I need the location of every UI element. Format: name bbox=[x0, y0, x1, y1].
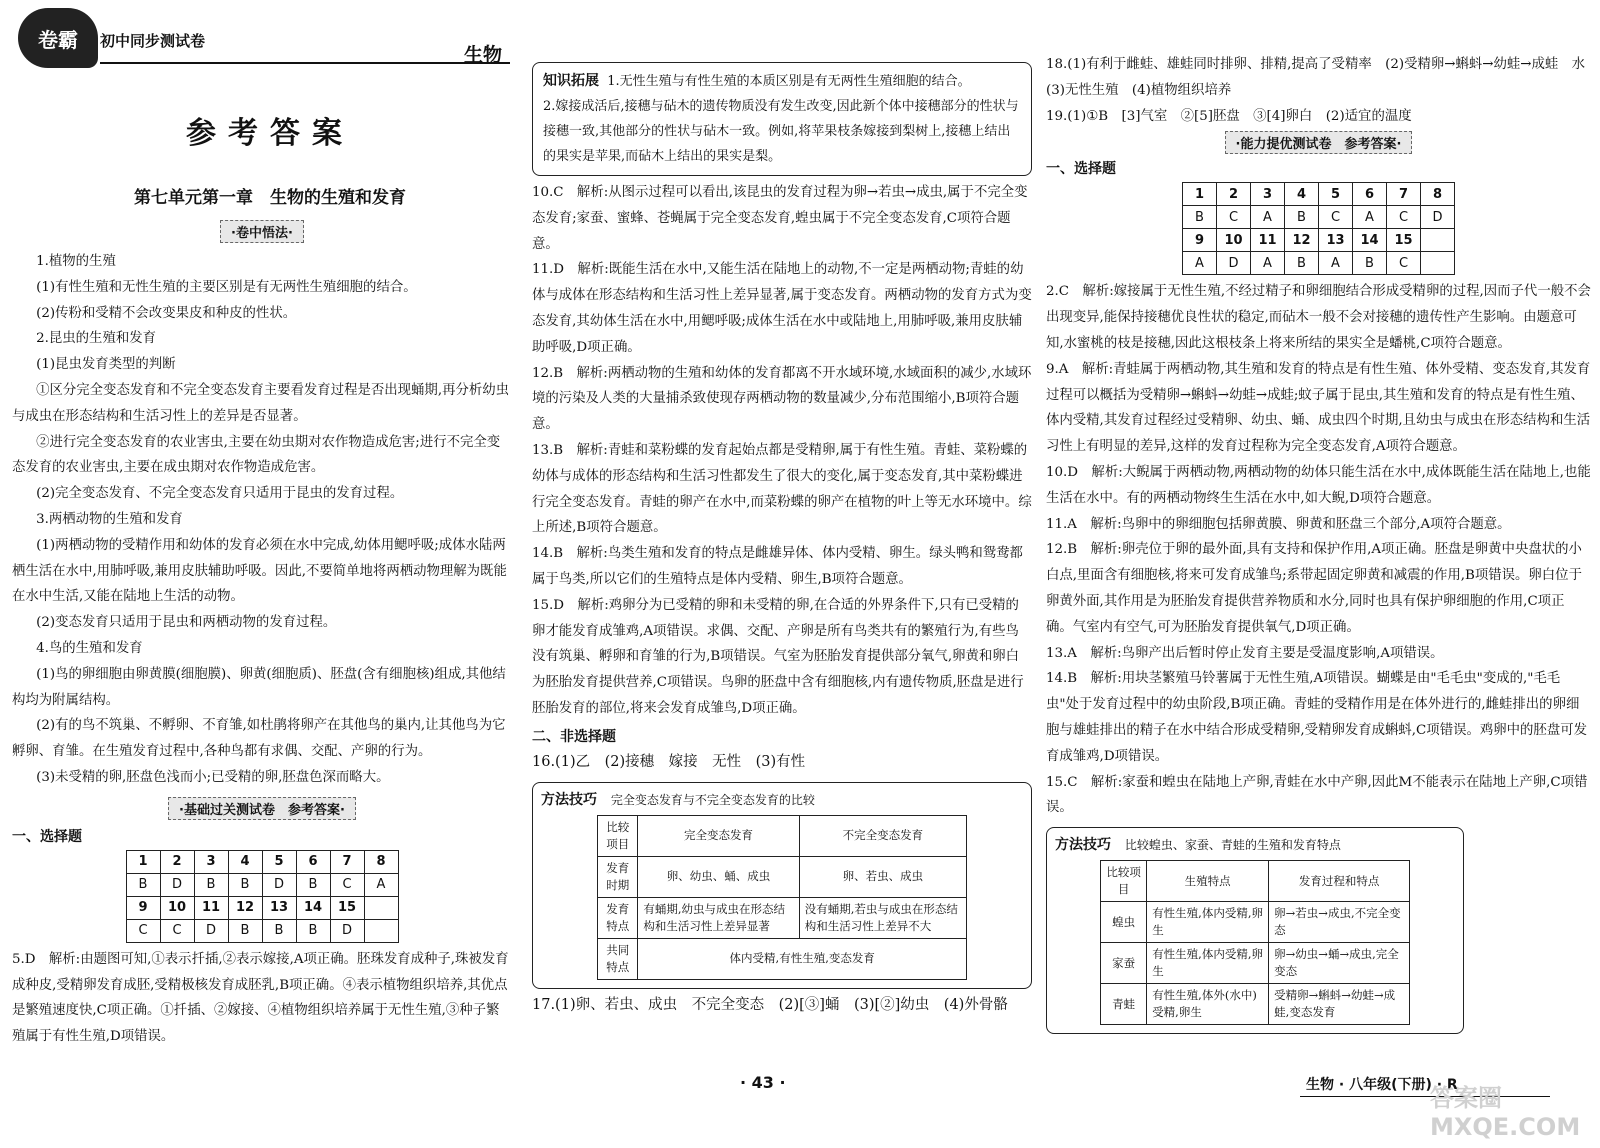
answer-cell: B bbox=[1285, 252, 1319, 275]
answer-cell: A bbox=[1183, 252, 1217, 275]
table-cell: 受精卵→蝌蚪→幼蛙→成蛙,变态发育 bbox=[1269, 984, 1410, 1025]
answer-cell: C bbox=[126, 919, 160, 942]
answer-explanation: 2.C 解析:嫁接属于无性生殖,不经过精子和卵细胞结合形成受精卵的过程,因而子代一般不会出现变异,能保持接穗优良性状的稳定,而砧木一般不会对接穗的遗传性产生影响。由题意可知,水蜜桃的枝是接穗,因此这根枝条上将来所结的果实全是蟠桃,C项符合题意。 bbox=[1046, 284, 1591, 351]
m1-r2c0: 发育特点 bbox=[598, 897, 638, 938]
basic-q5: 5.D 解析:由题图可知,①表示扦插,②表示嫁接,A项正确。胚珠发育成种子,珠被发育成种皮,受精卵发育成胚,受精极核发育成胚乳,B项正确。④表示植物组织培养,其优点是繁殖速度快,C项正确。①扦插、②嫁接、④植物组织培养属于无性生殖,③种子繁殖属于有性生殖,D项错误。 bbox=[12, 951, 509, 1045]
notes-tag: ·卷中悟法· bbox=[220, 220, 304, 243]
answer-cell: B bbox=[194, 873, 228, 896]
basic-tag: ·基础过关测试卷 参考答案· bbox=[168, 797, 356, 820]
m1-h2: 不完全变态发育 bbox=[799, 815, 966, 856]
note-line: (2)传粉和受精不会改变果皮和种皮的性状。 bbox=[36, 305, 297, 321]
answer-explanation: 10.C 解析:从图示过程可以看出,该昆虫的发育过程为卵→若虫→成虫,属于不完全变态发育;家蚕、蜜蜂、苍蝇属于完全变态发育,蝗虫属于不完全变态发育,C项符合题意。 bbox=[532, 185, 1028, 252]
answer-explanation: 12.B 解析:两栖动物的生殖和幼体的发育都离不开水域环境,水域面积的减少,水域环境的污染及人类的大量捕杀致使现存两栖动物的数量减少,分布范围缩小,B项符合题意。 bbox=[532, 365, 1032, 433]
knowledge-text2: 2.嫁接成活后,接穗与砧木的遗传物质没有发生改变,因此新个体中接穗部分的性状与接穗一致,其他部分的性状与砧木一致。例如,将苹果枝条嫁接到梨树上,接穗上结出的果实是苹果,而砧木上结出的果实是梨。 bbox=[543, 99, 1019, 164]
answer-cell: C bbox=[1387, 252, 1421, 275]
note-line: ②进行完全变态发育的农业害虫,主要在幼虫期对农作物造成危害;进行不完全变态发育的农业害虫,主要在成虫期对农作物造成危害。 bbox=[12, 434, 501, 476]
table-cell: 蝗虫 bbox=[1101, 902, 1147, 943]
note-line: (2)有的鸟不筑巢、不孵卵、不育雏,如杜鹃将卵产在其他鸟的巢内,让其他鸟为它孵卵、育雏。在生殖发育过程中,各种鸟都有求偶、交配、产卵的行为。 bbox=[12, 718, 506, 760]
ability-section: 一、选择题 bbox=[1046, 161, 1116, 178]
knowledge-box bbox=[532, 62, 1032, 176]
answer-cell: D bbox=[194, 919, 228, 942]
answer-cell: B bbox=[228, 919, 262, 942]
answer-cell: B bbox=[1183, 206, 1217, 229]
note-line: 3.两栖动物的生殖和发育 bbox=[36, 511, 183, 527]
answer-cell: 1 bbox=[1183, 183, 1217, 206]
answer-cell: 2 bbox=[1217, 183, 1251, 206]
answer-explanation: 14.B 解析:鸟类生殖和发育的特点是雌雄异体、体内受精、卵生。绿头鸭和鸳鸯都属于鸟类,所以它们的生殖特点是体内受精、卵生,B项符合题意。 bbox=[532, 546, 1023, 587]
answer-cell: D bbox=[1421, 206, 1455, 229]
note-line: (3)未受精的卵,胚盘色浅而小;已受精的卵,胚盘色深而略大。 bbox=[36, 769, 390, 785]
answer-cell: D bbox=[262, 873, 296, 896]
answer-cell: 4 bbox=[228, 850, 262, 873]
note-line: (2)完全变态发育、不完全变态发育只适用于昆虫的发育过程。 bbox=[36, 486, 404, 502]
table-cell: 青蛙 bbox=[1101, 984, 1147, 1025]
table-row bbox=[1101, 902, 1410, 943]
answer-cell: 15 bbox=[330, 896, 364, 919]
answer-cell: 7 bbox=[1387, 183, 1421, 206]
subject-title: 生物 bbox=[464, 44, 503, 66]
column-left bbox=[12, 214, 512, 1050]
notes-list bbox=[12, 249, 512, 791]
method1-title: 方法技巧 bbox=[541, 791, 597, 808]
answer-cell: D bbox=[1217, 252, 1251, 275]
m1-r2c1: 有蛹期,幼虫与成虫在形态结构和生活习性上差异显著 bbox=[638, 897, 799, 938]
answer-cell: 15 bbox=[1387, 229, 1421, 252]
answer-cell: 9 bbox=[1183, 229, 1217, 252]
answer-explanation: 11.A 解析:鸟卵中的卵细胞包括卵黄膜、卵黄和胚盘三个部分,A项符合题意。 bbox=[1046, 516, 1511, 532]
answer-cell: B bbox=[262, 919, 296, 942]
table-row bbox=[1101, 984, 1410, 1025]
answer-cell: 5 bbox=[262, 850, 296, 873]
m2-h0: 比较项目 bbox=[1101, 861, 1147, 902]
answer-cell: 8 bbox=[364, 850, 398, 873]
m1-r3c1: 体内受精,有性生殖,变态发育 bbox=[638, 938, 967, 979]
answer-explanation: 14.B 解析:用块茎繁殖马铃薯属于无性生殖,A项错误。蝴蝶是由"毛毛虫"变成的,"毛毛虫"处于发育过程中的幼虫阶段,B项正确。青蛙的受精作用是在体外进行的,雌蛙排出的卵细胞与雄蛙排出的精子在水中结合形成受精卵,受精卵发育成蝌蚪,C项错误。鸡卵中的胚盘可发育成雏鸡,D项错误。 bbox=[1046, 671, 1587, 764]
answer-cell: C bbox=[160, 919, 194, 942]
brand-logo bbox=[18, 8, 98, 68]
answer-cell: 5 bbox=[1319, 183, 1353, 206]
answer-explanation: 10.D 解析:大鲵属于两栖动物,两栖动物的幼体只能生活在水中,成体既能生活在陆地上,也能生活在水中。有的两栖动物终生生活在水中,如大鲵,D项符合题意。 bbox=[1046, 464, 1591, 506]
basic-section: 一、选择题 bbox=[12, 828, 82, 845]
answer-cell: 8 bbox=[1421, 183, 1455, 206]
answer-cell: 2 bbox=[160, 850, 194, 873]
answer-explanation: 13.A 解析:鸟卵产出后暂时停止发育主要是受温度影响,A项错误。 bbox=[1046, 645, 1444, 661]
method-box-1 bbox=[532, 782, 1032, 989]
answer-cell: C bbox=[330, 873, 364, 896]
watermark: 答案圈 MXQE.COM bbox=[1430, 1084, 1581, 1141]
answer-explanation: 9.A 解析:青蛙属于两栖动物,其生殖和发育的特点是有性生殖、体外受精、变态发育,其发育过程可以概括为受精卵→蝌蚪→幼蛙→成蛙;蚊子属于昆虫,其生殖和发育的特点是有性生殖、体内受精,其发育过程经过受精卵、幼虫、蛹、成虫四个时期,且幼虫与成虫在形态结构和生活习性上有明显的差异,这样的发育过程称为完全变态发育,A项符合题意。 bbox=[1046, 361, 1591, 455]
column-middle bbox=[532, 62, 1032, 1018]
answer-explanation: 11.D 解析:既能生活在水中,又能生活在陆地上的动物,不一定是两栖动物;青蛙的幼体与成体在形态结构和生活习性上差异显著,属于变态发育。两栖动物的发育方式为变态发育,其幼体生活在水中,用鳃呼吸;成体生活在水中或陆地上,用肺呼吸,兼用皮肤辅助呼吸,D项正确。 bbox=[532, 262, 1032, 355]
ability-answer-table bbox=[1182, 182, 1455, 275]
knowledge-title: 知识拓展 bbox=[543, 73, 599, 89]
q16: 16.(1)乙 (2)接穗 嫁接 无性 (3)有性 bbox=[532, 753, 806, 770]
answer-cell: C bbox=[1387, 206, 1421, 229]
chapter-title: 第七单元第一章 生物的生殖和发育 bbox=[134, 188, 406, 208]
m1-r1c1: 卵、幼虫、蛹、成虫 bbox=[638, 856, 799, 897]
answer-cell: 7 bbox=[330, 850, 364, 873]
method1-table bbox=[597, 815, 967, 980]
note-line: (1)有性生殖和无性生殖的主要区别是有无两性生殖细胞的结合。 bbox=[36, 279, 417, 295]
m1-r2c2: 没有蛹期,若虫与成虫在形态结构和生活习性上差异不大 bbox=[799, 897, 966, 938]
answer-explanation: 12.B 解析:卵壳位于卵的最外面,具有支持和保护作用,A项正确。胚盘是卵黄中央盘状的小白点,里面含有细胞核,将来可发育成雏鸟;系带起固定卵黄和减震的作用,B项错误。卵白位于卵黄外面,其作用是为胚胎发育提供营养物质和水分,同时也具有保护卵细胞的作用,C项正确。气室内有空气,可为胚胎发育提供氧气,D项正确。 bbox=[1046, 542, 1582, 635]
answer-cell: 10 bbox=[160, 896, 194, 919]
brand-text: 卷霸 bbox=[38, 27, 78, 52]
answer-cell: 6 bbox=[296, 850, 330, 873]
answer-explanation: 15.C 解析:家蚕和蝗虫在陆地上产卵,青蛙在水中产卵,因此M不能表示在陆地上产卵,C项错误。 bbox=[1046, 774, 1588, 816]
answer-cell: A bbox=[364, 873, 398, 896]
page-number: · 43 · bbox=[740, 1073, 786, 1092]
answer-cell: A bbox=[1251, 252, 1285, 275]
m1-h1: 完全变态发育 bbox=[638, 815, 799, 856]
m2-h2: 发育过程和特点 bbox=[1269, 861, 1410, 902]
answer-cell bbox=[364, 896, 398, 919]
table-cell: 卵→幼虫→蛹→成虫,完全变态 bbox=[1269, 943, 1410, 984]
page-title: 参考答案 bbox=[186, 116, 354, 151]
method2-title: 方法技巧 bbox=[1055, 837, 1111, 854]
m1-r1c0: 发育时期 bbox=[598, 856, 638, 897]
note-line: (1)两栖动物的受精作用和幼体的发育必须在水中完成,幼体用鳃呼吸;成体水陆两栖生活在水中,用肺呼吸,兼用皮肤辅助呼吸。因此,不要简单地将两栖动物理解为既能在水中生活,又能在陆地上生活的动物。 bbox=[12, 537, 507, 605]
answer-cell: 13 bbox=[1319, 229, 1353, 252]
m1-r1c2: 卵、若虫、成虫 bbox=[799, 856, 966, 897]
q17: 17.(1)卵、若虫、成虫 不完全变态 (2)[③]蛹 (3)[②]幼虫 (4)外骨骼 bbox=[532, 996, 1008, 1013]
note-line: 2.昆虫的生殖和发育 bbox=[36, 331, 157, 347]
answer-cell: 4 bbox=[1285, 183, 1319, 206]
note-line: ①区分完全变态发育和不完全变态发育主要看发育过程是否出现蛹期,再分析幼虫与成虫在形态结构和生活习性上的差异是否显著。 bbox=[12, 382, 510, 424]
series-title: 初中同步测试卷 bbox=[100, 32, 206, 50]
table-cell: 有性生殖,体内受精,卵生 bbox=[1147, 902, 1269, 943]
answer-cell: A bbox=[1251, 206, 1285, 229]
table-cell: 家蚕 bbox=[1101, 943, 1147, 984]
note-line: (2)变态发育只适用于昆虫和两栖动物的发育过程。 bbox=[36, 615, 337, 631]
answer-explanation: 13.B 解析:青蛙和菜粉蝶的发育起始点都是受精卵,属于有性生殖。青蛙、菜粉蝶的幼体与成体的形态结构和生活习性都发生了很大的变化,属于变态发育,其中菜粉蝶进行完全变态发育。青蛙的卵产在水中,而菜粉蝶的卵产在植物的叶上等无水环境中。综上所述,B项符合题意。 bbox=[532, 442, 1032, 536]
column-right bbox=[1046, 52, 1599, 1034]
note-line: 4.鸟的生殖和发育 bbox=[36, 640, 143, 656]
answer-cell: B bbox=[126, 873, 160, 896]
answer-cell: B bbox=[228, 873, 262, 896]
nonchoice-section: 二、非选择题 bbox=[532, 728, 616, 745]
m1-h0: 比较项目 bbox=[598, 815, 638, 856]
answer-cell: D bbox=[330, 919, 364, 942]
q19: 19.(1)①B [3]气室 ②[5]胚盘 ③[4]卵白 (2)适宜的温度 bbox=[1046, 108, 1412, 124]
table-cell: 有性生殖,体内受精,卵生 bbox=[1147, 943, 1269, 984]
answer-cell: 1 bbox=[126, 850, 160, 873]
answer-cell: 12 bbox=[228, 896, 262, 919]
method2-subtitle: 比较蝗虫、家蚕、青蛙的生殖和发育特点 bbox=[1124, 838, 1341, 853]
answer-cell bbox=[1421, 252, 1455, 275]
answer-explanation: 15.D 解析:鸡卵分为已受精的卵和未受精的卵,在合适的外界条件下,只有已受精的卵才能发育成雏鸡,A项错误。求偶、交配、产卵是所有鸟类共有的繁殖行为,有些鸟没有筑巢、孵卵和育雏的行为,B项错误。气室为胚胎发育提供部分氧气,卵黄和卵白为胚胎发育提供营养,C项错误。鸟卵的胚盘中含有细胞核,内有遗传物质,胚盘是进行胚胎发育的部位,将来会发育成雏鸟,D项正确。 bbox=[532, 597, 1024, 716]
m2-h1: 生殖特点 bbox=[1147, 861, 1269, 902]
ability-tag: ·能力提优测试卷 参考答案· bbox=[1225, 131, 1413, 154]
knowledge-text1: 1.无性生殖与有性生殖的本质区别是有无两性生殖细胞的结合。 bbox=[607, 74, 971, 89]
answer-cell: 11 bbox=[194, 896, 228, 919]
col2-answers bbox=[532, 180, 1032, 722]
answer-cell: B bbox=[296, 873, 330, 896]
answer-cell: B bbox=[1353, 252, 1387, 275]
answer-cell: B bbox=[1285, 206, 1319, 229]
note-line: (1)鸟的卵细胞由卵黄膜(细胞膜)、卵黄(细胞质)、胚盘(含有细胞核)组成,其他结构均为附属结构。 bbox=[12, 666, 506, 708]
answer-cell: 13 bbox=[262, 896, 296, 919]
book-footer: 生物 · 八年级(下册) · R bbox=[1306, 1077, 1458, 1093]
answer-cell: 3 bbox=[1251, 183, 1285, 206]
answer-cell: A bbox=[1319, 252, 1353, 275]
method-box-2 bbox=[1046, 827, 1464, 1034]
answer-cell: C bbox=[1319, 206, 1353, 229]
answer-cell: 3 bbox=[194, 850, 228, 873]
table-cell: 卵→若虫→成虫,不完全变态 bbox=[1269, 902, 1410, 943]
answer-cell: 9 bbox=[126, 896, 160, 919]
answer-cell: B bbox=[296, 919, 330, 942]
answer-cell: 10 bbox=[1217, 229, 1251, 252]
col3-answers bbox=[1046, 279, 1591, 821]
method2-table bbox=[1100, 860, 1410, 1025]
basic-answer-table bbox=[126, 850, 399, 943]
answer-cell: 6 bbox=[1353, 183, 1387, 206]
note-line: 1.植物的生殖 bbox=[36, 254, 116, 269]
table-cell: 有性生殖,体外(水中)受精,卵生 bbox=[1147, 984, 1269, 1025]
table-row bbox=[1101, 943, 1410, 984]
answer-cell: 11 bbox=[1251, 229, 1285, 252]
m1-r3c0: 共同特点 bbox=[598, 938, 638, 979]
method1-subtitle: 完全变态发育与不完全变态发育的比较 bbox=[610, 792, 815, 807]
answer-cell bbox=[364, 919, 398, 942]
answer-cell: A bbox=[1353, 206, 1387, 229]
answer-cell: 14 bbox=[296, 896, 330, 919]
answer-cell: 12 bbox=[1285, 229, 1319, 252]
answer-cell: 14 bbox=[1353, 229, 1387, 252]
answer-cell: D bbox=[160, 873, 194, 896]
answer-cell: C bbox=[1217, 206, 1251, 229]
note-line: (1)昆虫发育类型的判断 bbox=[36, 357, 176, 373]
q18: 18.(1)有利于雌蛙、雄蛙同时排卵、排精,提高了受精率 (2)受精卵→蝌蚪→幼蛙→成蛙 水 (3)无性生殖 (4)植物组织培养 bbox=[1046, 57, 1599, 98]
header-rule bbox=[100, 62, 510, 64]
answer-cell bbox=[1421, 229, 1455, 252]
